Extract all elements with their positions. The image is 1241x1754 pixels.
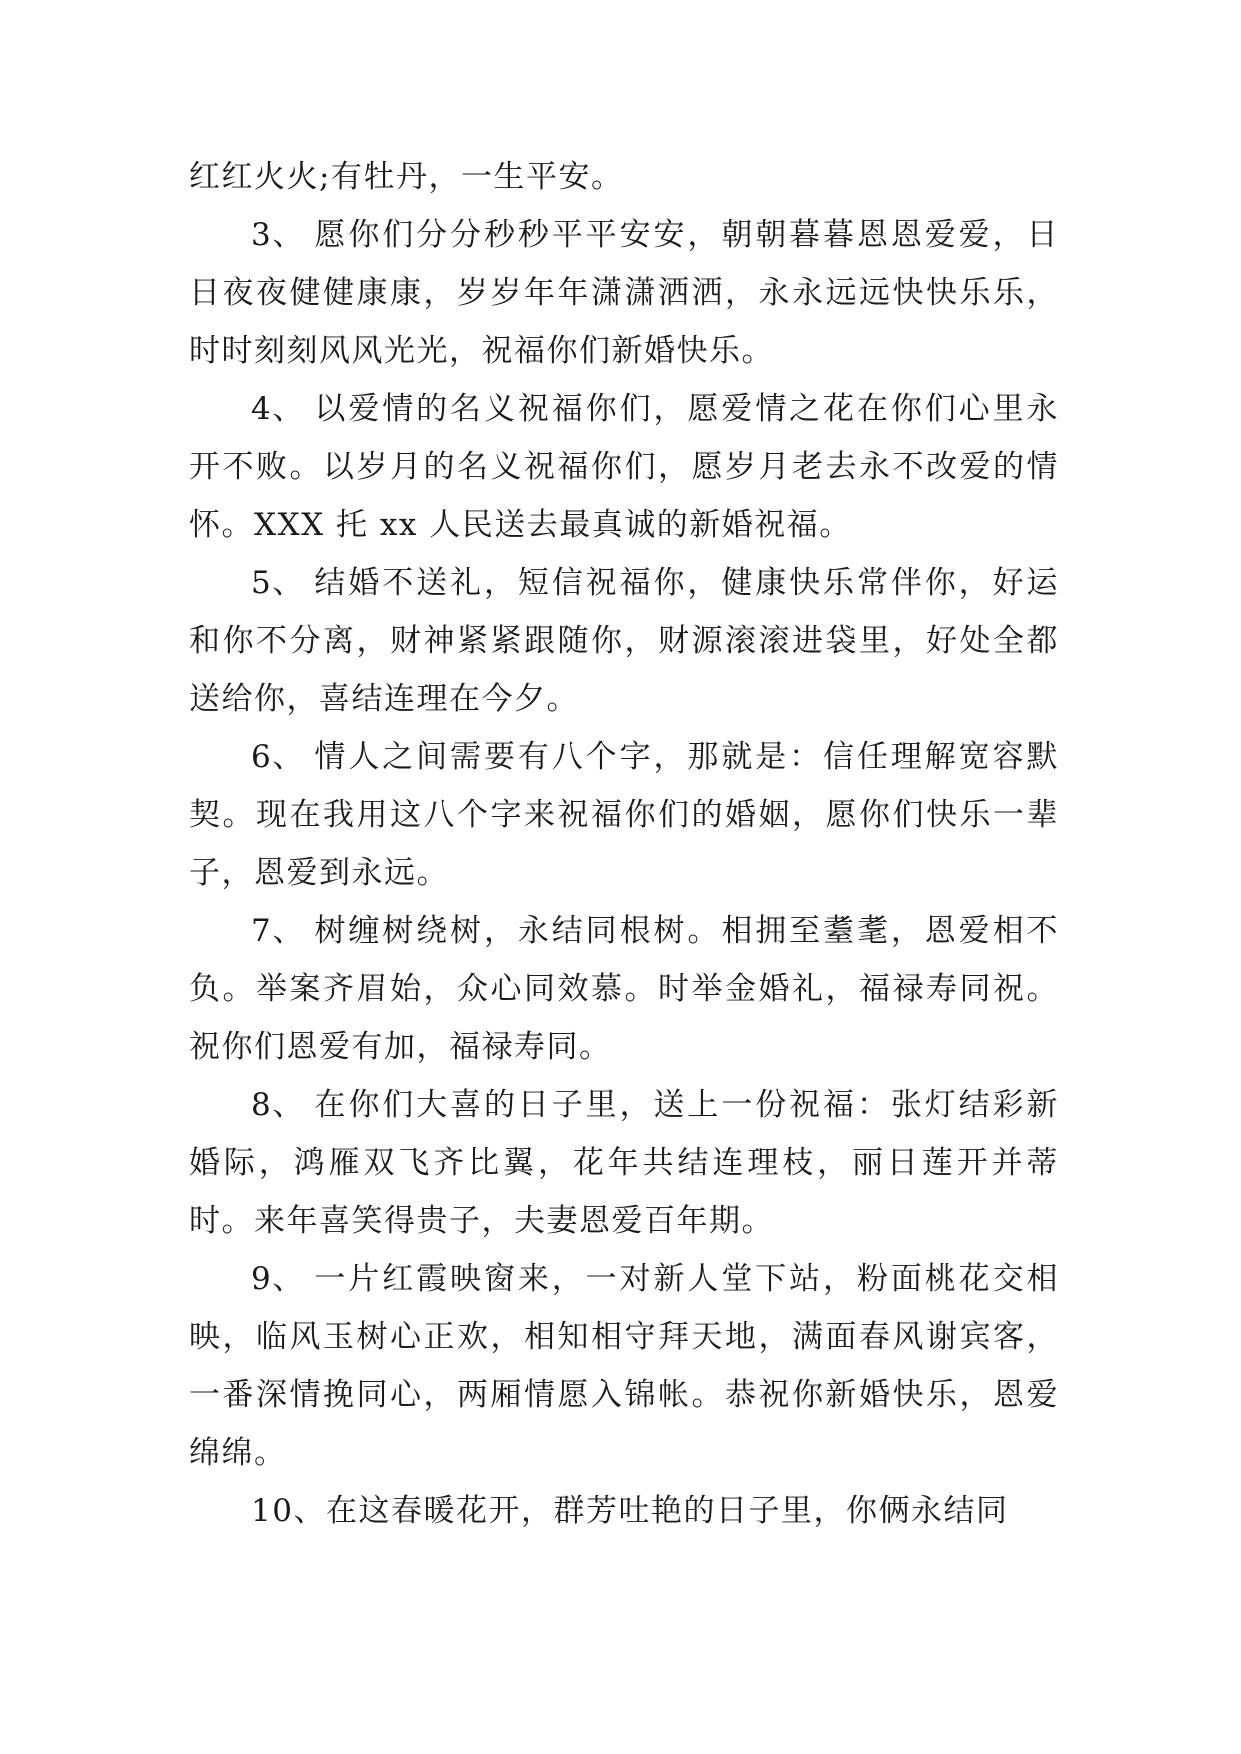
paragraph-text: 一片红霞映窗来，一对新人堂下站，粉面桃花交相映，临风玉树心正欢，相知相守拜天地，满面春风谢宾客，一番深情挽同心，两厢情愿入锦帐。恭祝你新婚快乐，恩爱绵绵。 xyxy=(189,1261,1059,1471)
document-body xyxy=(189,148,1059,1540)
paragraph-text: 愿你们分分秒秒平平安安，朝朝暮暮恩恩爱爱，日日夜夜健健康康，岁岁年年潇潇洒洒，永永远远快快乐乐，时时刻刻风风光光，祝福你们新婚快乐。 xyxy=(189,217,1059,369)
item-number: 8、 xyxy=(251,1087,305,1123)
item-number: 10、 xyxy=(251,1493,326,1529)
paragraph-item-6 xyxy=(189,728,1059,902)
item-number: 9、 xyxy=(251,1261,305,1297)
paragraph-text: 在这春暖花开，群芳吐艳的日子里，你俩永结同 xyxy=(325,1493,1009,1529)
paragraph-item-3 xyxy=(189,206,1059,380)
paragraph-text: 以爱情的名义祝福你们，愿爱情之花在你们心里永开不败。以岁月的名义祝福你们，愿岁月老去永不改爱的情怀。XXX 托 xx 人民送去最真诚的新婚祝福。 xyxy=(189,391,1059,543)
paragraph-item-8 xyxy=(189,1076,1059,1250)
item-number: 4、 xyxy=(251,391,305,427)
paragraph-text: 在你们大喜的日子里，送上一份祝福：张灯结彩新婚际，鸿雁双飞齐比翼，花年共结连理枝，丽日莲开并蒂时。来年喜笑得贵子，夫妻恩爱百年期。 xyxy=(189,1087,1059,1239)
paragraph-text: 红红火火;有牡丹，一生平安。 xyxy=(189,159,624,195)
item-number: 3、 xyxy=(251,217,305,253)
item-number: 7、 xyxy=(251,913,305,949)
item-number: 5、 xyxy=(251,565,305,601)
paragraph-item-7 xyxy=(189,902,1059,1076)
paragraph-continued xyxy=(189,148,1059,206)
paragraph-item-4 xyxy=(189,380,1059,554)
paragraph-text: 情人之间需要有八个字，那就是：信任理解宽容默契。现在我用这八个字来祝福你们的婚姻，愿你们快乐一辈子，恩爱到永远。 xyxy=(189,739,1059,891)
paragraph-item-9 xyxy=(189,1250,1059,1482)
item-number: 6、 xyxy=(251,739,305,775)
paragraph-item-5 xyxy=(189,554,1059,728)
paragraph-item-10 xyxy=(189,1482,1059,1540)
paragraph-text: 结婚不送礼，短信祝福你，健康快乐常伴你，好运和你不分离，财神紧紧跟随你，财源滚滚进袋里，好处全都送给你，喜结连理在今夕。 xyxy=(189,565,1059,717)
paragraph-text: 树缠树绕树，永结同根树。相拥至耋耄，恩爱相不负。举案齐眉始，众心同效慕。时举金婚礼，福禄寿同祝。祝你们恩爱有加，福禄寿同。 xyxy=(189,913,1059,1065)
